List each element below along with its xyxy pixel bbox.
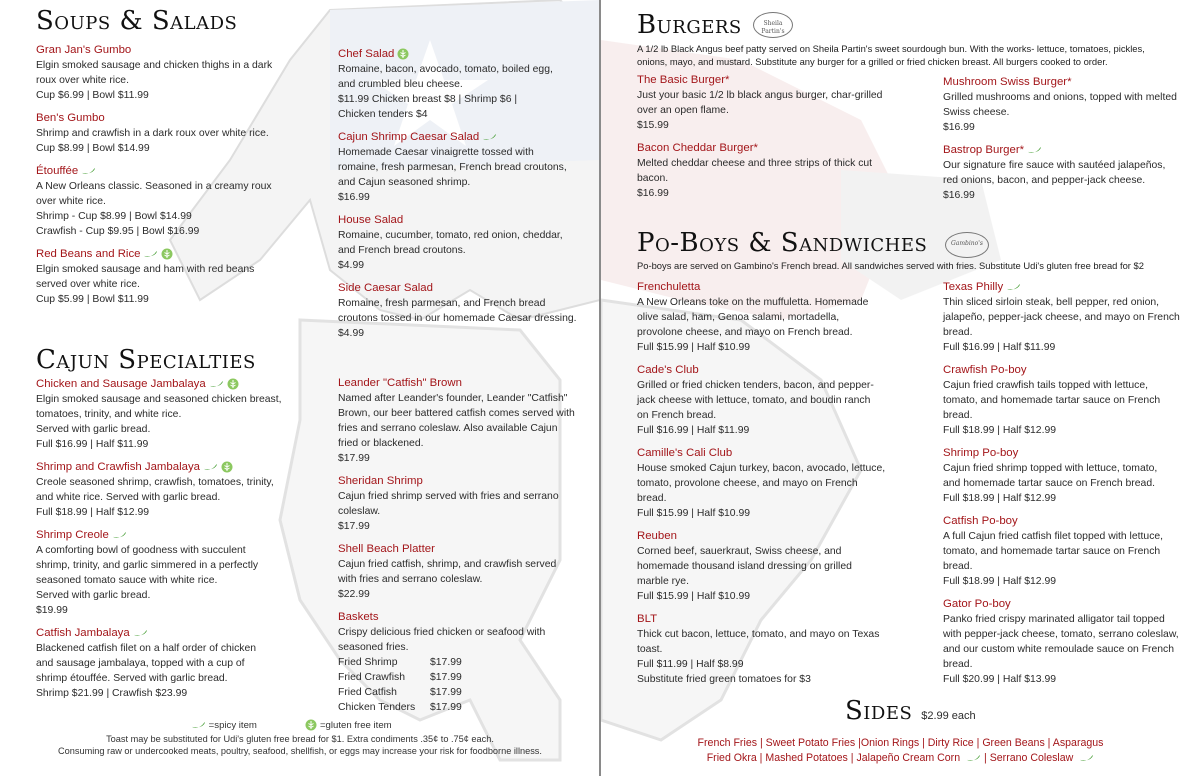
item-description-line: jack cheese with lettuce, tomato, and boudin ranch bbox=[637, 395, 871, 406]
legend-gf-text: =gluten free item bbox=[319, 720, 392, 731]
item-description-line: Romaine, cucumber, tomato, red onion, cheddar, bbox=[338, 230, 563, 241]
spicy-pepper-icon bbox=[966, 754, 981, 762]
item-name: Texas Philly bbox=[943, 281, 1004, 293]
menu-item bbox=[36, 625, 306, 701]
item-description-line: and white rice. Served with garlic bread. bbox=[36, 492, 221, 503]
basket-item-price: $17.99 bbox=[430, 657, 462, 668]
soups-right-list bbox=[338, 46, 592, 341]
sheila-partins-logo bbox=[753, 12, 793, 38]
item-description-line: provolone cheese, and mayo on French bread. bbox=[637, 327, 853, 338]
menu-item bbox=[338, 129, 592, 205]
item-description-line: Full $18.99 | Half $12.99 bbox=[943, 576, 1057, 587]
menu-item bbox=[637, 279, 907, 355]
item-name: The Basic Burger* bbox=[637, 74, 730, 86]
item-name: Side Caesar Salad bbox=[338, 282, 433, 294]
item-description-line: Full $18.99 | Half $12.99 bbox=[943, 425, 1057, 436]
item-name-row bbox=[36, 246, 298, 262]
item-name: House Salad bbox=[338, 214, 404, 226]
item-description-line: Romaine, fresh parmesan, and French bread bbox=[338, 298, 546, 309]
spicy-pepper-icon bbox=[191, 721, 206, 729]
item-name-row bbox=[943, 279, 1195, 295]
item-name: Crawfish Po-boy bbox=[943, 364, 1027, 376]
soups-left-list bbox=[36, 42, 298, 307]
basket-row bbox=[338, 670, 592, 685]
menu-item bbox=[338, 375, 592, 466]
item-description-line: bread. bbox=[943, 659, 973, 670]
section-title-sides: Sides bbox=[845, 696, 913, 726]
burgers-left-column bbox=[637, 72, 907, 208]
item-name-row bbox=[338, 212, 592, 228]
item-description-line: Elgin smoked sausage and seasoned chicken breast, bbox=[36, 394, 282, 405]
item-description-line: and French bread croutons. bbox=[338, 245, 466, 256]
menu-item bbox=[943, 513, 1195, 589]
item-description-line: $22.99 bbox=[338, 589, 370, 600]
item-description-line: Blackened catfish filet on a half order of chicken bbox=[36, 643, 257, 654]
section-title-poboys: Po-Boys & Sandwiches bbox=[637, 228, 928, 258]
menu-item bbox=[36, 110, 298, 156]
item-description-line: Full $15.99 | Half $10.99 bbox=[637, 508, 751, 519]
item-description-line: Cajun fried shrimp topped with lettuce, tomato, bbox=[943, 463, 1158, 474]
item-name: Frenchuletta bbox=[637, 281, 701, 293]
item-name-row bbox=[36, 459, 306, 475]
burgers-intro-line2: onions, mayo, and mustard. Substitute any burger for a grilled or fried chicken breast. All burgers cooked to order. bbox=[637, 56, 1108, 67]
item-name: Shrimp and Crawfish Jambalaya bbox=[36, 461, 200, 473]
item-name-row bbox=[36, 376, 306, 392]
item-name: Chef Salad bbox=[338, 48, 395, 60]
sides-items-1: French Fries | Sweet Potato Fries |Onion Rings | Dirty Rice | Green Beans | Asparagus bbox=[697, 737, 1104, 749]
menu-item bbox=[637, 611, 907, 687]
item-description-line: A comforting bowl of goodness with succulent bbox=[36, 545, 246, 556]
item-description-line: over white rice. bbox=[36, 196, 106, 207]
spicy-pepper-icon bbox=[81, 167, 96, 175]
item-description-line: Full $15.99 | Half $10.99 bbox=[637, 342, 751, 353]
item-description-line: $16.99 bbox=[943, 122, 975, 133]
poboys-left-list bbox=[637, 279, 907, 687]
item-description-line: Crawfish - Cup $9.95 | Bowl $16.99 bbox=[36, 226, 200, 237]
spicy-pepper-icon bbox=[203, 463, 218, 471]
menu-item-baskets bbox=[338, 609, 592, 715]
item-description-line: shrimp, trinity, and garlic simmered in a perfectly bbox=[36, 560, 259, 571]
menu-item bbox=[36, 527, 306, 618]
sides-list-line1 bbox=[601, 736, 1200, 751]
item-description-line: romaine, fresh parmesan, French bread croutons, bbox=[338, 162, 567, 173]
item-name: Gran Jan's Gumbo bbox=[36, 44, 132, 56]
item-description-line: A New Orleans classic. Seasoned in a creamy roux bbox=[36, 181, 272, 192]
item-description-line: tomatoes, trinity, and white rice. bbox=[36, 409, 182, 420]
item-description-line: Cajun fried shrimp served with fries and serrano bbox=[338, 491, 559, 502]
item-description-line: Cup $5.99 | Bowl $11.99 bbox=[36, 294, 149, 305]
basket-item-price: $17.99 bbox=[430, 702, 462, 713]
item-description-line: and Cajun seasoned shrimp. bbox=[338, 177, 471, 188]
cajun-left-list bbox=[36, 376, 306, 701]
menu-item bbox=[637, 362, 907, 438]
item-name: Chicken and Sausage Jambalaya bbox=[36, 378, 206, 390]
item-description-line: Shrimp and crawfish in a dark roux over white rice. bbox=[36, 128, 269, 139]
item-name-row bbox=[637, 72, 907, 88]
item-description-line: seasoned tomato sauce with white rice. bbox=[36, 575, 218, 586]
item-description-line: Creole seasoned shrimp, crawfish, tomatoes, trinity, bbox=[36, 477, 274, 488]
basket-item-name: Fried Crawfish bbox=[338, 672, 405, 683]
item-description-line: Crispy delicious fried chicken or seafood with bbox=[338, 627, 546, 638]
item-name-row bbox=[338, 280, 592, 296]
item-description-line: Panko fried crispy marinated alligator tail topped bbox=[943, 614, 1165, 625]
item-description-line: croutons tossed in our homemade Caesar dressing. bbox=[338, 313, 577, 324]
item-description-line: shrimp étouffée. Served with garlic bread. bbox=[36, 673, 228, 684]
spicy-pepper-icon bbox=[143, 250, 158, 258]
item-description-line: bread. bbox=[637, 493, 667, 504]
item-description-line: Shrimp - Cup $8.99 | Bowl $14.99 bbox=[36, 211, 192, 222]
basket-row bbox=[338, 685, 592, 700]
item-name-row bbox=[338, 46, 592, 62]
spicy-pepper-icon bbox=[1006, 283, 1021, 291]
menu-item bbox=[637, 72, 907, 133]
item-description bbox=[338, 625, 592, 655]
item-description-line: olive salad, ham, Genoa salami, mortadella, bbox=[637, 312, 840, 323]
item-description-line: Thick cut bacon, lettuce, tomato, and mayo on Texas bbox=[637, 629, 880, 640]
item-description-line: Full $11.99 | Half $8.99 bbox=[637, 659, 744, 670]
item-description-line: Grilled mushrooms and onions, topped with melted bbox=[943, 92, 1177, 103]
menu-item bbox=[36, 459, 306, 520]
item-description-line: $11.99 Chicken breast $8 | Shrimp $6 | bbox=[338, 94, 518, 105]
spicy-pepper-icon bbox=[112, 531, 127, 539]
item-description-line: $4.99 bbox=[338, 260, 365, 271]
baskets-price-list bbox=[338, 655, 592, 715]
item-name-row bbox=[637, 528, 907, 544]
item-description-line: tomato, provolone cheese, and mayo on French bbox=[637, 478, 858, 489]
menu-item bbox=[36, 42, 298, 103]
item-description-line: Our signature fire sauce with sautéed jalapeños, bbox=[943, 160, 1166, 171]
item-description-line: Full $16.99 | Half $11.99 bbox=[637, 425, 750, 436]
basket-row bbox=[338, 655, 592, 670]
item-description-line: Elgin smoked sausage and ham with red beans bbox=[36, 264, 255, 275]
item-name: Reuben bbox=[637, 530, 677, 542]
item-name: Red Beans and Rice bbox=[36, 248, 141, 260]
spicy-pepper-icon bbox=[209, 380, 224, 388]
menu-item bbox=[943, 279, 1195, 355]
item-name-row bbox=[36, 625, 306, 641]
menu-item bbox=[943, 596, 1195, 687]
item-name: Étouffée bbox=[36, 165, 79, 177]
item-description-line: Cajun fried crawfish tails topped with lettuce, bbox=[943, 380, 1149, 391]
item-description-line: $16.99 bbox=[943, 190, 975, 201]
basket-item-price: $17.99 bbox=[430, 672, 462, 683]
item-description-line: Just your basic 1/2 lb black angus burger, char-grilled bbox=[637, 90, 883, 101]
item-name-row bbox=[338, 473, 592, 489]
item-description-line: served over white rice. bbox=[36, 279, 140, 290]
item-description-line: Cup $6.99 | Bowl $11.99 bbox=[36, 90, 149, 101]
item-name: Shell Beach Platter bbox=[338, 543, 435, 555]
item-description-line: bread. bbox=[943, 327, 973, 338]
gluten-free-icon bbox=[305, 719, 317, 731]
item-name-row bbox=[943, 445, 1195, 461]
item-name: Baskets bbox=[338, 611, 379, 623]
item-description-line: Full $16.99 | Half $11.99 bbox=[943, 342, 1056, 353]
item-description-line: homemade thousand island dressing on grilled bbox=[637, 561, 852, 572]
item-description-line: Full $20.99 | Half $13.99 bbox=[943, 674, 1057, 685]
item-name: Ben's Gumbo bbox=[36, 112, 105, 124]
item-name-row bbox=[943, 362, 1195, 378]
sides-heading bbox=[845, 696, 1105, 726]
basket-row bbox=[338, 700, 592, 715]
item-description-line: $19.99 bbox=[36, 605, 68, 616]
item-name-row bbox=[943, 596, 1195, 612]
item-description-line: Named after Leander's founder, Leander "Catfish" bbox=[338, 393, 568, 404]
item-description-line: Grilled or fried chicken tenders, bacon, and pepper- bbox=[637, 380, 874, 391]
item-description-line: Swiss cheese. bbox=[943, 107, 1010, 118]
spicy-pepper-icon bbox=[1079, 754, 1094, 762]
item-name: Catfish Po-boy bbox=[943, 515, 1018, 527]
item-description-line: and sausage jambalaya, topped with a cup of bbox=[36, 658, 245, 669]
burgers-intro-line1: A 1/2 lb Black Angus beef patty served on Sheila Partin's sweet sourdough bun. With the works- lettuce, tomatoes, pickles, bbox=[637, 43, 1145, 54]
poboys-left-column bbox=[637, 279, 907, 694]
menu-item bbox=[338, 473, 592, 534]
basket-item-name: Fried Catfish bbox=[338, 687, 397, 698]
menu-item bbox=[943, 142, 1195, 203]
item-description-line: bacon. bbox=[637, 173, 669, 184]
item-description-line: Corned beef, sauerkraut, Swiss cheese, and bbox=[637, 546, 842, 557]
item-name-row bbox=[943, 513, 1195, 529]
item-description-line: and homemade tartar sauce on French bread. bbox=[943, 478, 1155, 489]
soups-left-column bbox=[36, 42, 298, 314]
item-description-line: $15.99 bbox=[637, 120, 669, 131]
item-description-line: red onions, bacon, and pepper-jack cheese. bbox=[943, 175, 1146, 186]
item-description-line: Melted cheddar cheese and three strips of thick cut bbox=[637, 158, 873, 169]
gluten-free-icon bbox=[161, 248, 173, 260]
item-description-line: House smoked Cajun turkey, bacon, avocado, lettuce, bbox=[637, 463, 886, 474]
menu-item bbox=[338, 280, 592, 341]
gambinos-logo bbox=[945, 232, 989, 258]
item-description-line: tomato, and homemade tartar sauce on French bbox=[943, 546, 1161, 557]
item-description-line: Full $15.99 | Half $10.99 bbox=[637, 591, 751, 602]
menu-item bbox=[637, 528, 907, 604]
item-description-line: $16.99 bbox=[338, 192, 370, 203]
menu-item bbox=[36, 163, 298, 239]
item-description-line: marble rye. bbox=[637, 576, 689, 587]
item-name-row bbox=[36, 42, 298, 58]
item-name-row bbox=[637, 445, 907, 461]
menu-item bbox=[943, 74, 1195, 135]
legend bbox=[188, 718, 392, 733]
sides-price: $2.99 each bbox=[921, 710, 976, 722]
poboys-intro bbox=[637, 259, 1199, 272]
item-name: Leander "Catfish" Brown bbox=[338, 377, 462, 389]
item-name-row bbox=[637, 362, 907, 378]
item-description-line: roux over white rice. bbox=[36, 75, 129, 86]
cajun-right-column bbox=[338, 375, 592, 722]
sides-items-2a: Fried Okra | Mashed Potatoes | Jalapeño Cream Corn bbox=[706, 752, 961, 764]
footnotes bbox=[20, 733, 580, 757]
poboys-right-column bbox=[943, 279, 1195, 694]
item-name: Bacon Cheddar Burger* bbox=[637, 142, 758, 154]
sheila-partins-logo-text: Sheila Partin's bbox=[761, 20, 785, 35]
footnote-toast: Toast may be substituted for Udi's gluten free bread for $1. Extra condiments .35¢ to .75¢ each. bbox=[106, 734, 494, 744]
legend-spicy-text: =spicy item bbox=[208, 720, 257, 731]
item-description-line: $4.99 bbox=[338, 328, 365, 339]
item-name: Bastrop Burger* bbox=[943, 144, 1025, 156]
menu-item bbox=[338, 212, 592, 273]
sides-list-line2 bbox=[601, 751, 1200, 766]
item-name: Mushroom Swiss Burger* bbox=[943, 76, 1072, 88]
item-name: Sheridan Shrimp bbox=[338, 475, 423, 487]
item-name-row bbox=[338, 375, 592, 391]
item-description-line: fried or blackened. bbox=[338, 438, 424, 449]
item-name-row bbox=[637, 611, 907, 627]
item-description-line: Cajun fried catfish, shrimp, and crawfish served bbox=[338, 559, 557, 570]
item-description-line: fries and serrano coleslaw. Also available Cajun bbox=[338, 423, 558, 434]
gluten-free-icon bbox=[397, 48, 409, 60]
poboys-intro-line1: Po-boys are served on Gambino's French bread. All sandwiches served with fries. Substitute Udi's gluten free bread for $2 bbox=[637, 260, 1144, 271]
cajun-left-column bbox=[36, 376, 306, 708]
gluten-free-icon bbox=[221, 461, 233, 473]
menu-item bbox=[36, 376, 306, 452]
item-name-row bbox=[338, 541, 592, 557]
item-description-line: seasoned fries. bbox=[338, 642, 409, 653]
section-title-burgers: Burgers bbox=[637, 10, 742, 40]
item-description-line: bread. bbox=[943, 561, 973, 572]
item-description-line: Substitute fried green tomatoes for $3 bbox=[637, 674, 811, 685]
poboys-right-list bbox=[943, 279, 1195, 687]
item-description-line: Chicken tenders $4 bbox=[338, 109, 428, 120]
item-description-line: and crumbled bleu cheese. bbox=[338, 79, 463, 90]
item-description-line: Brown, our beer battered catfish comes served with bbox=[338, 408, 575, 419]
item-description-line: Romaine, bacon, avocado, tomato, boiled egg, bbox=[338, 64, 553, 75]
gambinos-logo-text: Gambino's bbox=[950, 240, 984, 247]
item-description-line: with fries and serrano coleslaw. bbox=[338, 574, 483, 585]
item-description-line: toast. bbox=[637, 644, 663, 655]
item-description-line: Served with garlic bread. bbox=[36, 424, 151, 435]
item-name: Gator Po-boy bbox=[943, 598, 1011, 610]
spicy-pepper-icon bbox=[482, 133, 497, 141]
item-name: Shrimp Po-boy bbox=[943, 447, 1019, 459]
basket-item-name: Fried Shrimp bbox=[338, 657, 398, 668]
item-name: Catfish Jambalaya bbox=[36, 627, 130, 639]
gluten-free-icon bbox=[227, 378, 239, 390]
item-description-line: Full $18.99 | Half $12.99 bbox=[36, 507, 150, 518]
item-description-line: Homemade Caesar vinaigrette tossed with bbox=[338, 147, 534, 158]
item-name: Cajun Shrimp Caesar Salad bbox=[338, 131, 480, 143]
menu-item bbox=[338, 541, 592, 602]
item-name-row bbox=[637, 140, 907, 156]
item-name: Shrimp Creole bbox=[36, 529, 109, 541]
item-name: Camille's Cali Club bbox=[637, 447, 733, 459]
menu-item bbox=[943, 445, 1195, 506]
burgers-left-list bbox=[637, 72, 907, 201]
item-description-line: A New Orleans toke on the muffuletta. Homemade bbox=[637, 297, 869, 308]
burgers-intro bbox=[637, 42, 1197, 68]
item-description-line: with pepper-jack cheese, tomato, serrano coleslaw, bbox=[943, 629, 1179, 640]
basket-item-name: Chicken Tenders bbox=[338, 702, 416, 713]
section-title-cajun: Cajun Specialties bbox=[36, 345, 256, 375]
item-description-line: A full Cajun fried catfish filet topped with lettuce, bbox=[943, 531, 1164, 542]
item-description-line: Served with garlic bread. bbox=[36, 590, 151, 601]
item-description-line: Elgin smoked sausage and chicken thighs in a dark bbox=[36, 60, 273, 71]
burgers-right-list bbox=[943, 74, 1195, 203]
item-description-line: $17.99 bbox=[338, 521, 370, 532]
item-description-line: Shrimp $21.99 | Crawfish $23.99 bbox=[36, 688, 188, 699]
item-description-line: and our custom white remoulade sauce on French bbox=[943, 644, 1175, 655]
item-description-line: Thin sliced sirloin steak, bell pepper, red onion, bbox=[943, 297, 1160, 308]
item-description-line: Cup $8.99 | Bowl $14.99 bbox=[36, 143, 150, 154]
item-name-row bbox=[943, 74, 1195, 90]
item-description-line: Full $16.99 | Half $11.99 bbox=[36, 439, 149, 450]
item-name-row bbox=[338, 129, 592, 145]
item-name: BLT bbox=[637, 613, 658, 625]
item-name: Cade's Club bbox=[637, 364, 699, 376]
footnote-consumer-advisory: Consuming raw or undercooked meats, poultry, seafood, shellfish, or eggs may increase your risk for foodborne illness. bbox=[58, 746, 542, 756]
sides-items-2b: | Serrano Coleslaw bbox=[984, 752, 1074, 764]
menu-item bbox=[338, 46, 592, 122]
item-description-line: over an open flame. bbox=[637, 105, 729, 116]
item-name-row bbox=[36, 163, 298, 179]
item-description-line: jalapeño, pepper-jack cheese, and mayo on French bbox=[943, 312, 1180, 323]
cajun-right-list bbox=[338, 375, 592, 602]
item-description-line: on French bread. bbox=[637, 410, 717, 421]
menu-item bbox=[36, 246, 298, 307]
spicy-pepper-icon bbox=[133, 629, 148, 637]
item-name-row bbox=[943, 142, 1195, 158]
item-description-line: $16.99 bbox=[637, 188, 669, 199]
section-title-soups: Soups & Salads bbox=[36, 6, 238, 36]
item-description-line: $17.99 bbox=[338, 453, 370, 464]
menu-item bbox=[637, 445, 907, 521]
item-description-line: tomato, and homemade tartar sauce on French bbox=[943, 395, 1161, 406]
spicy-pepper-icon bbox=[1027, 146, 1042, 154]
item-name-row bbox=[36, 110, 298, 126]
soups-right-column bbox=[338, 46, 592, 348]
menu-item bbox=[943, 362, 1195, 438]
item-name-row bbox=[637, 279, 907, 295]
item-description-line: Full $18.99 | Half $12.99 bbox=[943, 493, 1057, 504]
burgers-right-column bbox=[943, 74, 1195, 210]
menu-item bbox=[637, 140, 907, 201]
item-name-row bbox=[36, 527, 306, 543]
right-menu-page bbox=[601, 0, 1200, 776]
item-description-line: bread. bbox=[943, 410, 973, 421]
item-description-line: coleslaw. bbox=[338, 506, 381, 517]
basket-item-price: $17.99 bbox=[430, 687, 462, 698]
